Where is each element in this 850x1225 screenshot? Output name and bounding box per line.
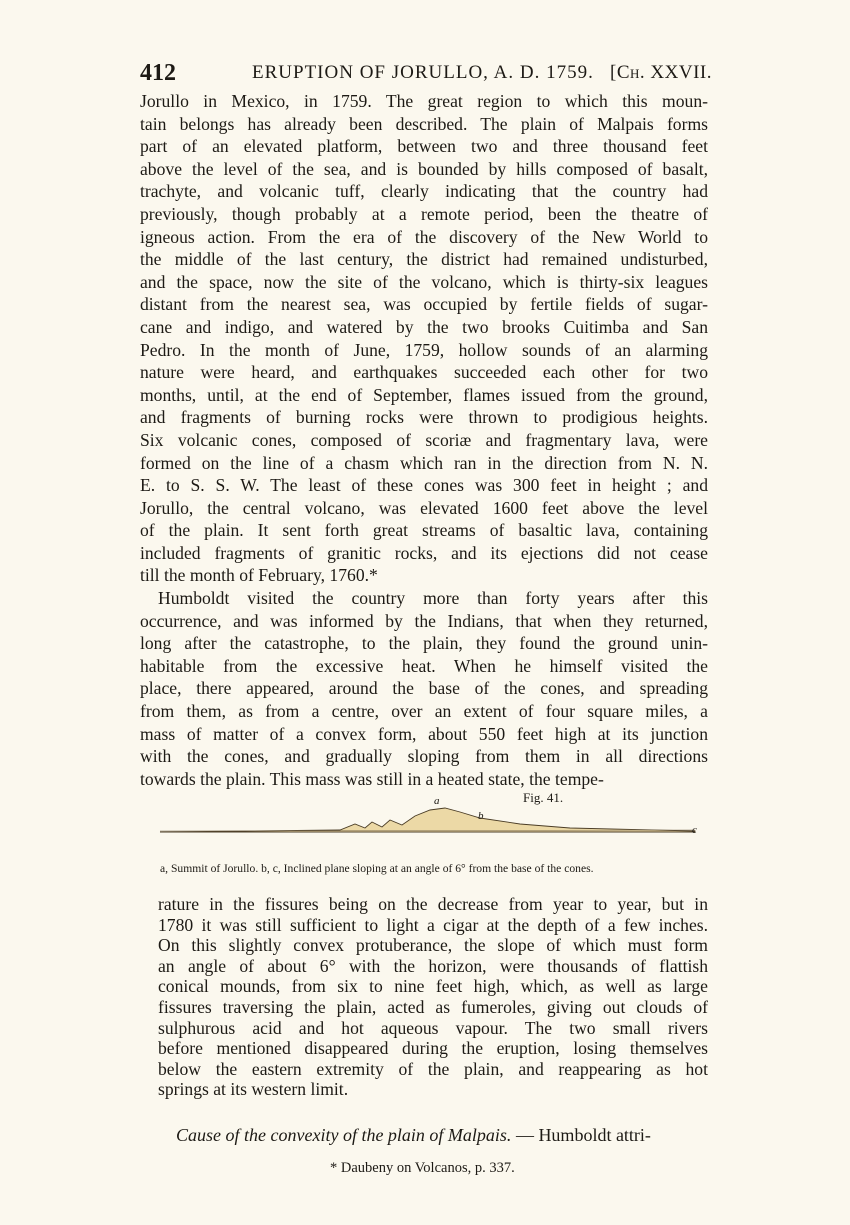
- body-text-bottom: [158, 894, 708, 1100]
- text-line: On this slightly convex protuberance, the slope of which must form: [158, 935, 708, 956]
- text-line: igneous action. From the era of the discovery of the New World to: [140, 226, 708, 247]
- text-line: fissures traversing the plain, acted as fumeroles, giving out clouds of: [158, 996, 708, 1017]
- page-header: [140, 58, 712, 90]
- cause-line: [176, 1125, 651, 1146]
- label-c: c: [692, 824, 697, 836]
- paragraph-3: [158, 894, 708, 1100]
- text-line: nature were heard, and earthquakes succeeded each other for two: [140, 362, 708, 383]
- text-line: occurrence, and was informed by the Indians, that when they returned,: [140, 610, 708, 631]
- figure-caption: a, Summit of Jorullo. b, c, Inclined plane sloping at an angle of 6° from the base of the cones.: [160, 862, 594, 875]
- label-a: a: [434, 795, 440, 807]
- text-line: previously, though probably at a remote period, been the theatre of: [140, 203, 708, 224]
- text-line: tain belongs has already been described. The plain of Malpais forms: [140, 113, 708, 134]
- text-line: from them, as from a centre, over an extent of four square miles, a: [140, 701, 708, 722]
- text-line: formed on the line of a chasm which ran in the direction from N. N.: [140, 452, 708, 473]
- text-line: E. to S. S. W. The least of these cones was 300 feet in height ; and: [140, 475, 708, 496]
- text-line: Humboldt visited the country more than forty years after this: [158, 588, 708, 609]
- figure-title: Fig. 41.: [523, 790, 564, 805]
- chapter-label: [Ch. XXVII.: [610, 62, 712, 83]
- cause-heading: Cause of the convexity of the plain of Malpais.: [176, 1125, 512, 1145]
- paragraph-1: [140, 90, 708, 587]
- text-line: with the cones, and gradually sloping from them in all directions: [140, 746, 708, 767]
- text-line: 1780 it was still sufficient to light a cigar at the depth of a few inches.: [158, 914, 708, 935]
- text-line: distant from the nearest sea, was occupied by fertile fields of sugar-: [140, 294, 708, 315]
- text-line: Jorullo, the central volcano, was elevated 1600 feet above the level: [140, 497, 708, 518]
- text-line: rature in the fissures being on the decrease from year to year, but in: [158, 894, 708, 914]
- text-line: and the space, now the site of the volcano, which is thirty-six leagues: [140, 271, 708, 292]
- paragraph-2: [140, 587, 708, 790]
- text-line: an angle of about 6° with the horizon, were thousands of flattish: [158, 955, 708, 976]
- text-line: Six volcanic cones, composed of scoriæ and fragmentary lava, were: [140, 429, 708, 450]
- text-line: place, there appeared, around the base of the cones, and spreading: [140, 678, 708, 699]
- text-line: included fragments of granitic rocks, and its ejections did not cease: [140, 542, 708, 563]
- text-line: trachyte, and volcanic tuff, clearly indicating that the country had: [140, 181, 708, 202]
- cause-text: — Humboldt attri-: [511, 1125, 651, 1145]
- text-line: towards the plain. This mass was still in a heated state, the tempe-: [140, 768, 604, 789]
- text-line: and fragments of burning rocks were thrown to prodigious heights.: [140, 407, 708, 428]
- text-line: Pedro. In the month of June, 1759, hollow sounds of an alarming: [140, 339, 708, 360]
- text-line: conical mounds, from six to nine feet high, which, as well as large: [158, 976, 708, 997]
- text-line: mass of matter of a convex form, about 550 feet high at its junction: [140, 723, 708, 744]
- body-text-top: [140, 90, 708, 790]
- text-line: habitable from the excessive heat. When he himself visited the: [140, 655, 708, 676]
- text-line: below the eastern extremity of the plain, and reappearing as hot: [158, 1058, 708, 1079]
- running-title: ERUPTION OF JORULLO, A. D. 1759.: [252, 62, 594, 83]
- jorullo-profile: [160, 808, 695, 832]
- text-line: long after the catastrophe, to the plain, they found the ground unin-: [140, 633, 708, 654]
- text-line: part of an elevated platform, between two and three thousand feet: [140, 136, 708, 157]
- text-line: above the level of the sea, and is bounded by hills composed of basalt,: [140, 158, 708, 179]
- footnote: * Daubeny on Volcanos, p. 337.: [330, 1160, 515, 1176]
- text-line: months, until, at the end of September, flames issued from the ground,: [140, 384, 708, 405]
- text-line: of the plain. It sent forth great streams of basaltic lava, containing: [140, 520, 708, 541]
- text-line: till the month of February, 1760.*: [140, 565, 378, 586]
- label-b: b: [478, 810, 484, 822]
- text-line: Jorullo in Mexico, in 1759. The great region to which this moun-: [140, 91, 708, 111]
- text-line: the middle of the last century, the district had remained undisturbed,: [140, 249, 708, 270]
- figure-41-diagram: [140, 780, 708, 860]
- page-number: 412: [140, 60, 176, 86]
- text-line: springs at its western limit.: [158, 1079, 349, 1100]
- text-line: cane and indigo, and watered by the two brooks Cuitimba and San: [140, 316, 708, 337]
- text-line: sulphurous acid and hot aqueous vapour. The two small rivers: [158, 1017, 708, 1038]
- text-line: before mentioned disappeared during the eruption, losing themselves: [158, 1038, 708, 1059]
